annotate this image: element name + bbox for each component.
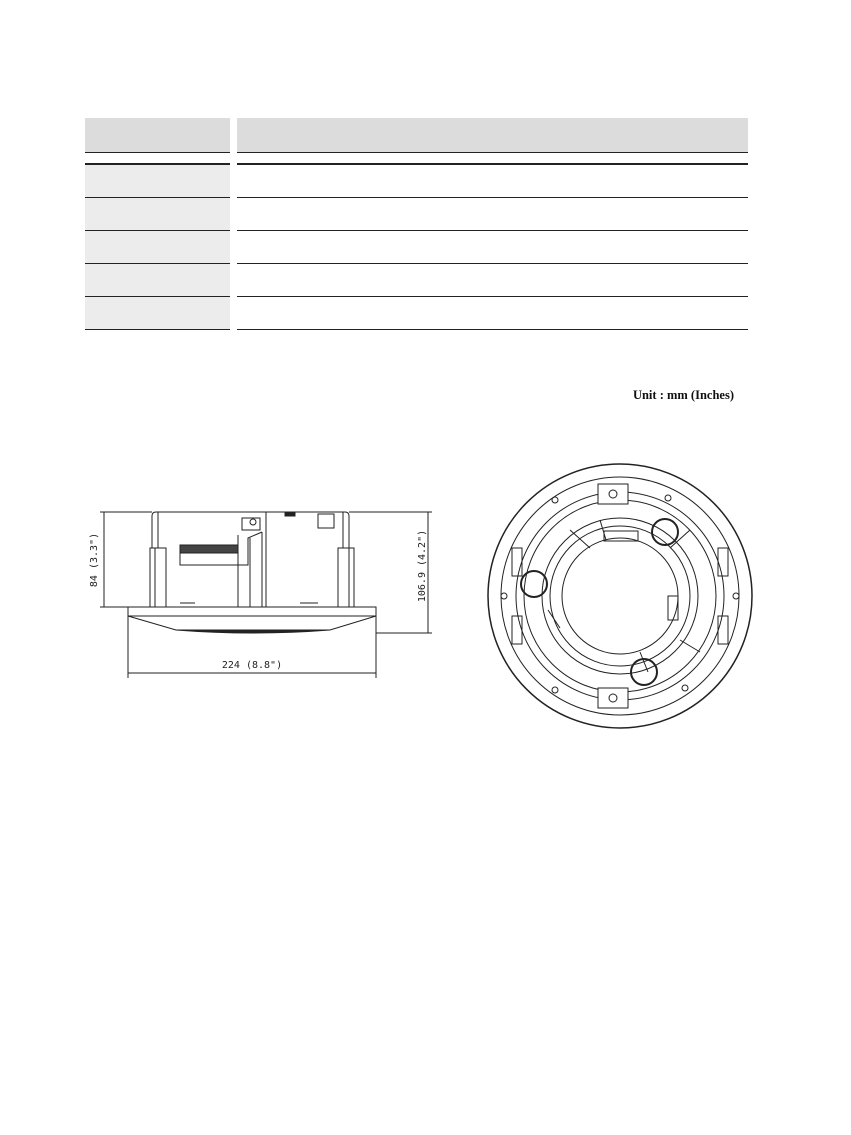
height-right-dimension: 106.9 (4.2") — [417, 529, 428, 603]
unit-label: Unit : mm (Inches) — [632, 388, 734, 402]
top-view-drawing — [488, 464, 752, 728]
side-view-drawing — [100, 512, 432, 678]
height-left-dimension: 84 (3.3") — [89, 532, 100, 588]
width-dimension: 224 (8.8") — [221, 660, 283, 671]
